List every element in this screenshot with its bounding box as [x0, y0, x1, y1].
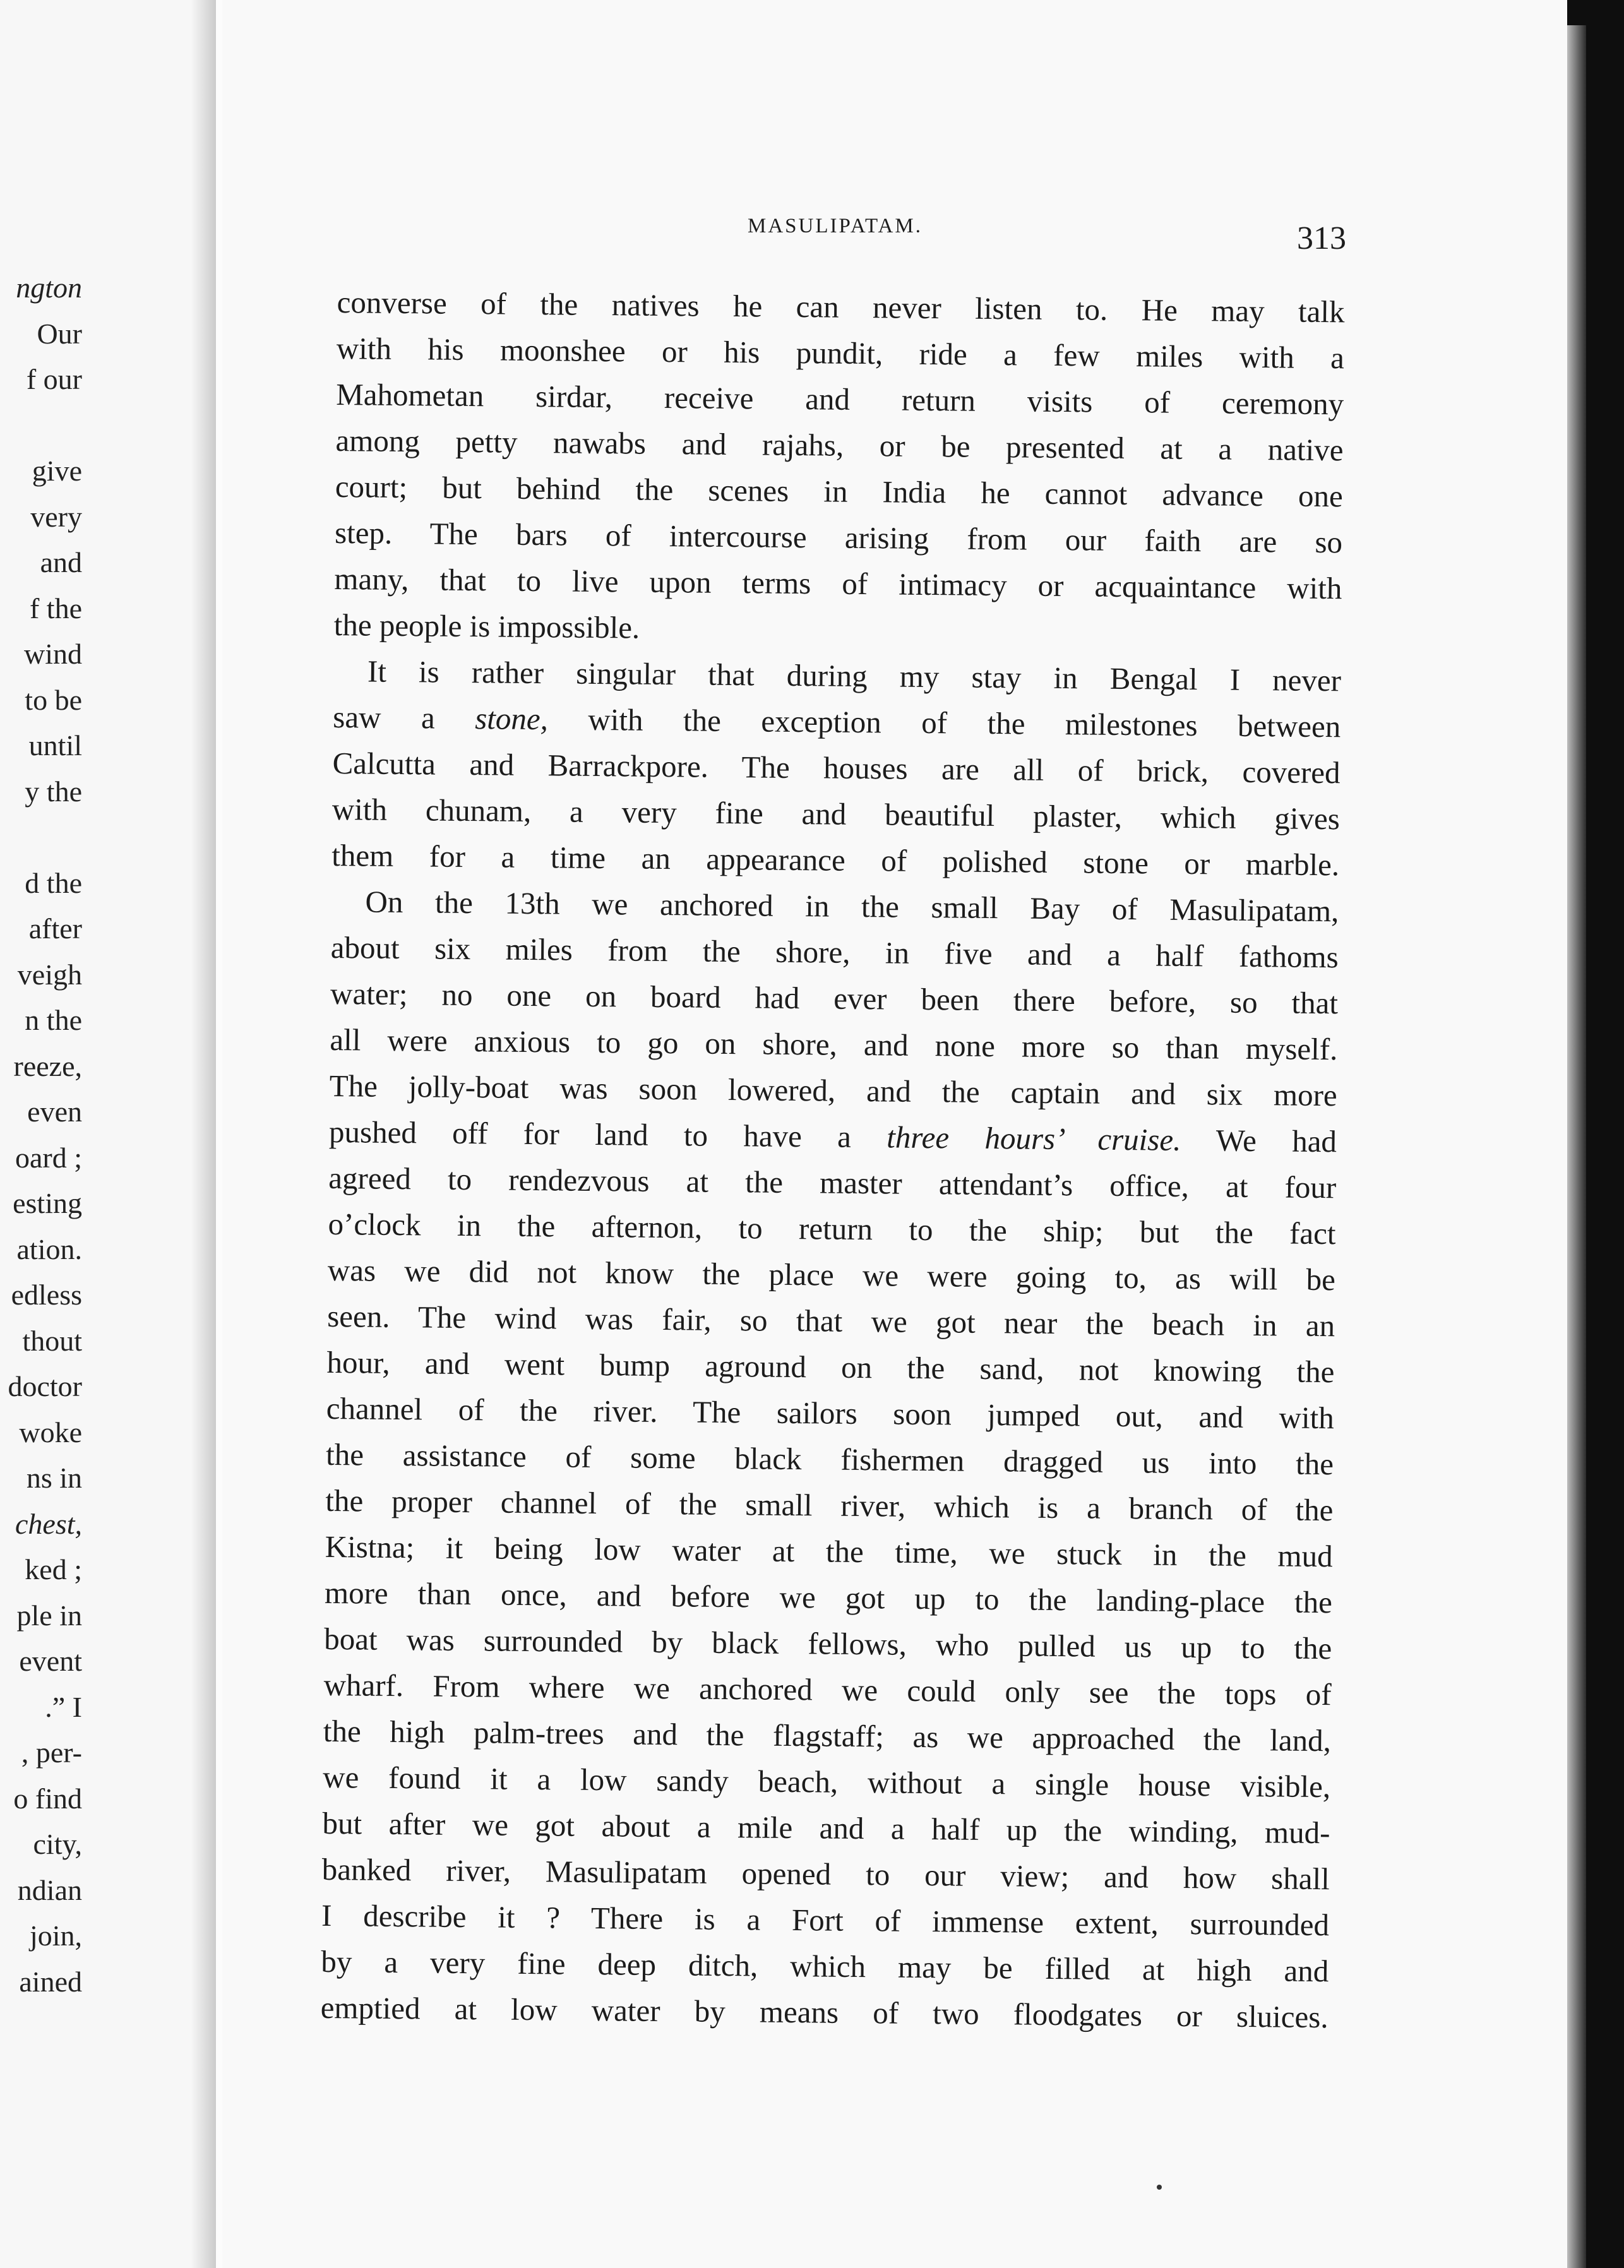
left-fragment: reeze, [13, 1049, 82, 1082]
text-line: with his moonshee or his pundit, ride a few miles with a [336, 330, 1345, 376]
right-page [222, 0, 1567, 2268]
left-fragment: to be [25, 683, 82, 716]
left-fragment: event [19, 1645, 82, 1677]
italic-text: three hours’ cruise. [887, 1119, 1181, 1157]
text-line: Mahometan sirdar, receive and return visits of ceremony [335, 376, 1344, 422]
left-fragment: , per- [21, 1736, 82, 1769]
ink-speck [1157, 2185, 1162, 2190]
left-fragment: ked ; [25, 1553, 82, 1585]
left-fragment: after [28, 912, 82, 945]
left-fragment: and [40, 546, 82, 578]
left-fragment: edless [11, 1279, 82, 1311]
left-fragment: ple in [16, 1599, 82, 1632]
left-fragment: f our [26, 363, 82, 395]
text-line: more than once, and before we got up to the landing-place the [324, 1575, 1333, 1620]
left-fragment: city, [33, 1828, 82, 1860]
text-line: hour, and went bump aground on the sand, not knowing the [326, 1344, 1335, 1390]
text-line: the proper channel of the small river, which is a branch of the [325, 1483, 1334, 1528]
text-line: by a very fine deep ditch, which may be filled at high and [321, 1943, 1329, 1989]
left-fragment: ation. [16, 1232, 82, 1265]
text-line: On the 13th we anchored in the small Bay of Masulipatam, [365, 884, 1339, 929]
left-page-text-fragments [0, 265, 82, 2005]
body-text [320, 279, 1345, 2040]
text-line: was we did not know the place we were going to, as will be [327, 1252, 1336, 1298]
left-fragment: f the [29, 592, 82, 624]
left-fragment: d the [25, 866, 82, 899]
text-line: many, that to live upon terms of intimacy or acquaintance with [334, 561, 1342, 606]
text-line: we found it a low sandy beach, without a single house visible, [322, 1759, 1331, 1805]
text-run: pushed off for land to have a [328, 1114, 887, 1155]
text-line: Calcutta and Barrackpore. The houses are all of brick, covered [332, 745, 1340, 791]
page-number: 313 [1297, 220, 1346, 256]
text-line: emptied at low water by means of two floodgates or sluices. [320, 1990, 1328, 2035]
left-fragment: .” I [45, 1690, 82, 1723]
left-fragment: Our [37, 317, 82, 350]
text-line: among petty nawabs and rajahs, or be presented at a native [335, 422, 1344, 468]
left-fragment: doctor [8, 1370, 82, 1402]
left-fragment: chest, [15, 1507, 82, 1540]
left-fragment: even [27, 1095, 82, 1128]
left-fragment: wind [24, 638, 82, 670]
left-fragment: until [28, 729, 82, 761]
page-fold-shadow [191, 0, 216, 2268]
text-line: I describe it ? There is a Fort of immense extent, surrounded [321, 1897, 1330, 1943]
left-fragment: o find [13, 1782, 82, 1815]
left-fragment: join, [29, 1919, 82, 1952]
text-line: the high palm-trees and the flagstaff; as we approached the land, [323, 1713, 1332, 1758]
text-line: but after we got about a mile and a half up the winding, mud- [322, 1805, 1330, 1851]
left-fragment: esting [13, 1187, 82, 1219]
text-line: with chunam, a very fine and beautiful plaster, which gives [331, 791, 1340, 837]
text-line: boat was surrounded by black fellows, who pulled us up to the [324, 1621, 1332, 1666]
text-line: o’clock in the afternon, to return to the ship; but the fact [328, 1206, 1336, 1251]
text-line: It is rather singular that during my stay in Bengal I never [367, 654, 1342, 698]
left-fragment: thout [22, 1324, 82, 1357]
running-head: MASULIPATAM. [748, 215, 922, 237]
text-run: with the exception of the milestones between [547, 701, 1341, 744]
text-line: the people is impossible. [333, 607, 640, 645]
text-line: The jolly-boat was soon lowered, and the captain and six more [329, 1068, 1337, 1113]
text-line: water; no one on board had ever been there before, so that [330, 976, 1339, 1021]
text-line: channel of the river. The sailors soon jumped out, and with [326, 1390, 1335, 1436]
left-fragment: ngton [16, 272, 82, 304]
text-line: Kistna; it being low water at the time, we stuck in the mud [325, 1529, 1333, 1574]
left-fragment [0, 403, 82, 449]
left-fragment: ndian [17, 1873, 82, 1906]
left-fragment: n the [25, 1004, 82, 1036]
text-run: saw a [333, 699, 475, 736]
left-fragment: ained [19, 1965, 82, 1998]
text-line: court; but behind the scenes in India he cannot advance one [335, 469, 1344, 514]
text-line: converse of the natives he can never listen to. He may talk [337, 284, 1345, 330]
left-fragment: oard ; [15, 1141, 82, 1174]
text-line: the assistance of some black fishermen dragged us into the [325, 1436, 1334, 1482]
text-line: them for a time an appearance of polished stone or marble. [331, 837, 1340, 883]
left-page [0, 0, 216, 2268]
text-line: step. The bars of intercourse arising from our faith are so [334, 515, 1343, 560]
text-run: We had [1181, 1122, 1337, 1159]
left-fragment: veigh [17, 958, 82, 991]
left-fragment: woke [19, 1416, 82, 1448]
left-fragment: give [32, 455, 82, 487]
left-fragment: y the [25, 775, 82, 808]
text-line: seen. The wind was fair, so that we got near the beach in an [326, 1298, 1335, 1344]
text-line: wharf. From where we anchored we could only see the tops of [323, 1667, 1332, 1712]
text-line: all were anxious to go on shore, and none more so than myself. [330, 1022, 1338, 1067]
page-edge [1567, 25, 1586, 2268]
italic-text: stone, [475, 701, 549, 737]
text-line: about six miles from the shore, in five and a half fathoms [330, 929, 1339, 975]
text-line: banked river, Masulipatam opened to our view; and how shall [321, 1851, 1330, 1897]
left-fragment [0, 815, 82, 861]
text-line: agreed to rendezvous at the master attendant’s office, at four [328, 1160, 1337, 1205]
left-fragment: very [30, 500, 82, 533]
left-fragment: ns in [26, 1462, 82, 1494]
